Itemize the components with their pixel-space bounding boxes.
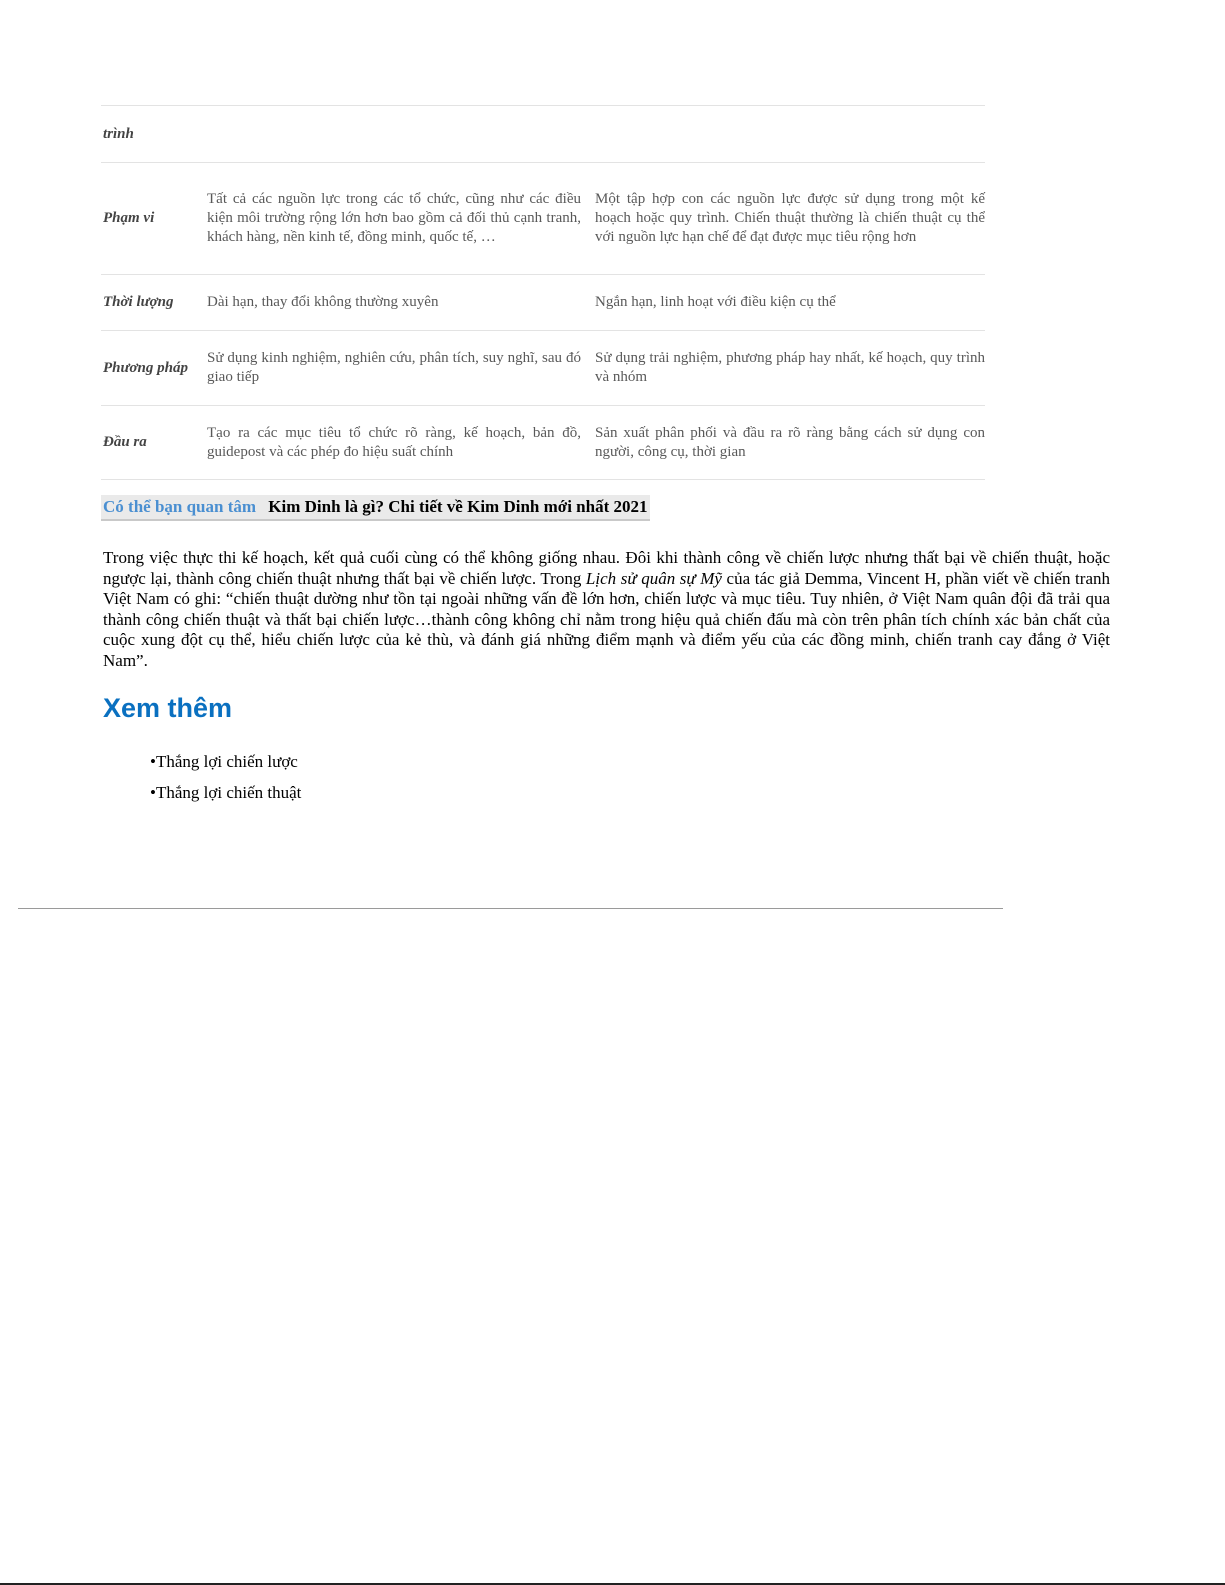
tactic-cell: Một tập hợp con các nguồn lực được sử dụng trong một kế hoạch hoặc quy trình. Chiến thuật thường là chiến thuật cụ thể với nguồn lực hạn chế để đạt được mục tiêu rộng hơn (591, 163, 985, 275)
see-also-list (150, 746, 301, 808)
tactic-cell: Sản xuất phân phối và đầu ra rõ ràng bằng cách sử dụng con người, công cụ, thời gian (591, 406, 985, 480)
list-item[interactable] (150, 746, 301, 777)
see-also-link[interactable]: Thắng lợi chiến lược (155, 752, 298, 771)
horizontal-divider (18, 908, 1003, 909)
comparison-table (101, 105, 985, 480)
see-also-link[interactable]: Thắng lợi chiến thuật (155, 783, 302, 802)
row-label: Phạm vi (101, 163, 201, 275)
row-label: Thời lượng (101, 275, 201, 331)
row-label: trình (101, 106, 201, 163)
strategy-cell: Tạo ra các mục tiêu tổ chức rõ ràng, kế hoạch, bản đồ, guidepost và các phép đo hiệu suất chính (201, 406, 591, 480)
table-row (101, 106, 985, 163)
paragraph-text-continued: của tác giả Demma, Vincent H, phần viết về chiến tranh Việt Nam có ghi: “chiến thuật dường như tồn tại ngoài những vấn đề lớn hơn, chiến lược và mục tiêu. Tuy nhiên, ở Việt Nam quân đội đã trải qua thành công chiến thuật và thất bại chiến lược…thành công không chỉ nằm trong hiệu quả chiến đấu mà còn trên phân tích chính xác bản chất của cuộc xung đột cụ thể, hiểu chiến lược của kẻ thù, và đánh giá những điểm mạnh và điểm yếu của các đồng minh, chiến tranh cay đắng ở Việt Nam”. (103, 568, 1110, 670)
tactic-cell: Ngắn hạn, linh hoạt với điều kiện cụ thể (591, 275, 985, 331)
strategy-cell: Sử dụng kinh nghiệm, nghiên cứu, phân tích, suy nghĩ, sau đó giao tiếp (201, 331, 591, 406)
paragraph-text: Trong việc thực thi kế hoạch, kết quả cuối cùng có thể không giống nhau. Đôi khi thành công về chiến lược nhưng thất bại về chiến thuật, hoặc ngược lại, thành công chiến thuật nhưng thất bại về chiến lược. Trong (103, 548, 1110, 588)
see-also-heading: Xem thêm (103, 693, 233, 723)
related-article-box (101, 495, 650, 521)
table-row (101, 275, 985, 331)
table-row (101, 163, 985, 275)
body-paragraph (103, 548, 1110, 671)
related-article-link[interactable]: Kim Dinh là gì? Chi tiết về Kim Dinh mới nhất 2021 (268, 497, 648, 516)
row-label: Đầu ra (101, 406, 201, 480)
strategy-cell (201, 106, 591, 163)
book-title: Lịch sử quân sự Mỹ (585, 568, 722, 588)
strategy-cell: Dài hạn, thay đổi không thường xuyên (201, 275, 591, 331)
row-label: Phương pháp (101, 331, 201, 406)
related-label: Có thể bạn quan tâm (103, 497, 257, 516)
tactic-cell (591, 106, 985, 163)
table-row (101, 406, 985, 480)
table-row (101, 331, 985, 406)
strategy-cell: Tất cả các nguồn lực trong các tổ chức, cũng như các điều kiện môi trường rộng lớn hơn bao gồm cả đối thủ cạnh tranh, khách hàng, nền kinh tế, đồng minh, quốc tế, … (201, 163, 591, 275)
list-item[interactable] (150, 777, 301, 808)
tactic-cell: Sử dụng trải nghiệm, phương pháp hay nhất, kế hoạch, quy trình và nhóm (591, 331, 985, 406)
